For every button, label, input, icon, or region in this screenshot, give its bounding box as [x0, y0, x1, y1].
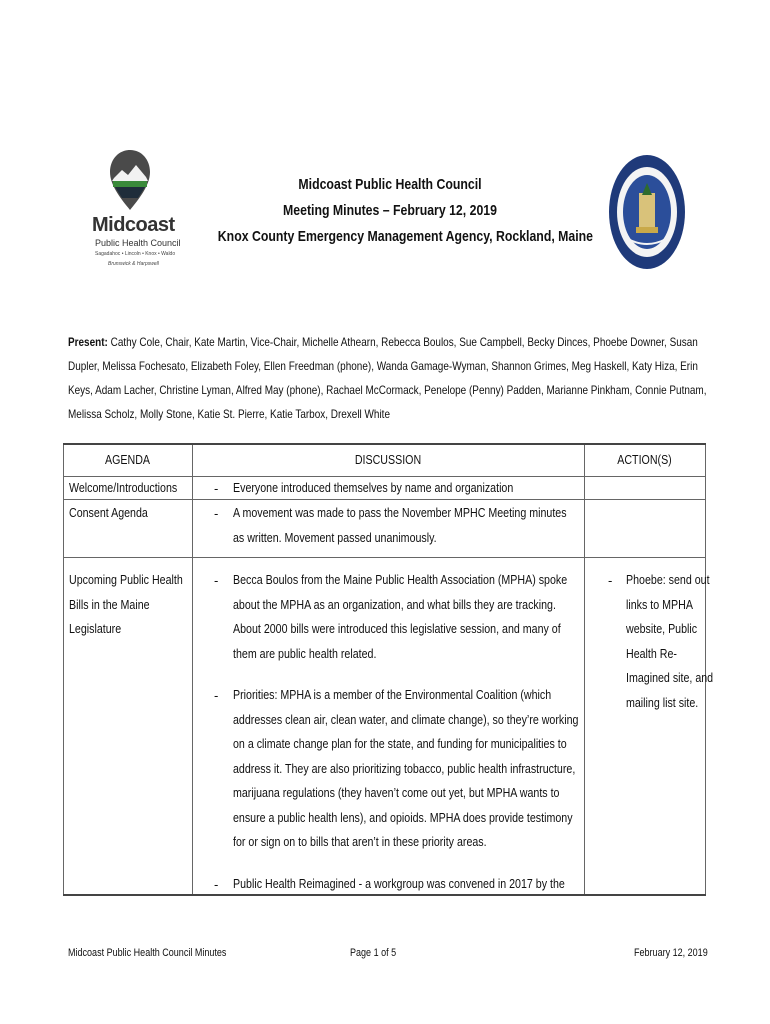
action-line: Imagined site, and — [626, 670, 714, 685]
discussion-bullet — [233, 683, 654, 855]
logo-subtitle: Public Health Council — [95, 238, 181, 248]
discussion-line: address it. They are also prioritizing tobacco, public health infrastructure, — [233, 760, 576, 776]
dhhs-seal-icon — [608, 153, 686, 271]
discussion-line: A movement was made to pass the November MPHC Meeting minutes — [233, 505, 567, 520]
bullet-dash: - — [214, 573, 219, 588]
discussion-line: them are public health related. — [233, 645, 377, 661]
minutes-table — [63, 443, 714, 896]
header-agenda: AGENDA — [104, 452, 151, 467]
document-header — [180, 172, 600, 250]
discussion-line: about the MPHA as an organization, and what bills they are tracking. — [233, 596, 556, 612]
agenda-text: Upcoming Public Health — [69, 572, 183, 587]
discussion-line: on a climate change plan for the state, and funding for municipalities to — [233, 736, 567, 751]
row-divider — [63, 557, 706, 558]
attendees-paragraph — [68, 330, 708, 426]
agenda-item — [69, 568, 208, 642]
discussion-line: About 2000 bills were introduced this legislative session, and many of — [233, 621, 561, 636]
agenda-item — [69, 501, 165, 526]
discussion-line: Priorities: MPHA is a member of the Environmental Coalition (which — [233, 687, 552, 702]
header-date: Meeting Minutes – February 12, 2019 — [283, 202, 497, 219]
logo-counties: Sagadahoc • Lincoln • Knox • Waldo — [95, 251, 176, 257]
midcoast-logo — [88, 148, 181, 276]
present-label: Present: — [68, 335, 108, 349]
discussion-bullet — [233, 872, 638, 897]
header-location: Knox County Emergency Management Agency, Rockland, Maine — [217, 228, 594, 245]
footer-page-number: Page 1 of 5 — [350, 947, 397, 959]
bullet-dash: - — [608, 573, 613, 588]
attendees-line: Melissa Scholz, Molly Stone, Katie St. Pierre, Katie Tarbox, Drexell White — [68, 407, 390, 421]
discussion-bullet — [233, 568, 641, 666]
discussion-bullet — [233, 501, 640, 550]
action-item — [626, 568, 732, 715]
attendees-line: Dupler, Melissa Fochesato, Elizabeth Foley, Ellen Freedman (phone), Wanda Gamage-Wyman, Shannon Grimes, Meg Haskell, Katy Hiza, Erin — [68, 359, 698, 373]
header-actions: ACTION(S) — [617, 452, 672, 467]
agenda-text: Consent Agenda — [69, 505, 148, 520]
discussion-bullet — [233, 476, 575, 501]
footer-date: February 12, 2019 — [634, 947, 708, 959]
action-line: website, Public — [626, 621, 698, 636]
attendees-line — [68, 330, 698, 354]
agenda-text: Legislature — [69, 621, 122, 636]
bullet-dash: - — [214, 688, 219, 703]
discussion-line: Becca Boulos from the Maine Public Health Association (MPHA) spoke — [233, 572, 568, 587]
discussion-line: addresses clean air, clean water, and climate change), so they’re working — [233, 711, 579, 727]
discussion-line: marijuana regulations (they haven’t come out yet, but MPHA wants to — [233, 785, 560, 800]
action-line: Health Re- — [626, 645, 677, 661]
discussion-line: Public Health Reimagined - a workgroup was convened in 2017 by the — [233, 876, 565, 891]
mountain-logo-icon — [108, 148, 152, 212]
action-line: links to MPHA — [626, 596, 693, 612]
discussion-line: for or sign on to bills that aren’t in these priority areas. — [233, 834, 487, 849]
bullet-dash: - — [214, 481, 219, 496]
logo-counties-2: Brunswick & Harpswell — [108, 261, 159, 267]
discussion-line: ensure a public health lens), and opioids. MPHA does provide testimony — [233, 809, 573, 825]
header-title: Midcoast Public Health Council — [298, 176, 482, 193]
attendees-line: Keys, Adam Lacher, Christine Lyman, Alfred May (phone), Rachael McCormack, Penelope (Penny) Padden, Marianne Pinkham, Connie Putnam, — [68, 383, 707, 397]
discussion-line: as written. Movement passed unanimously. — [233, 529, 437, 545]
bullet-dash: - — [214, 877, 219, 892]
header-discussion: DISCUSSION — [354, 452, 422, 467]
footer-left: Midcoast Public Health Council Minutes — [68, 947, 227, 959]
action-line: mailing list site. — [626, 694, 699, 710]
bullet-dash: - — [214, 506, 219, 521]
table-divider — [192, 445, 193, 894]
discussion-line: Everyone introduced themselves by name and organization — [233, 480, 514, 495]
logo-brand: Midcoast — [92, 214, 175, 236]
agenda-text: Welcome/Introductions — [69, 480, 178, 495]
action-line: Phoebe: send out — [626, 572, 710, 587]
agenda-item — [69, 476, 201, 501]
table-border-left — [63, 445, 64, 894]
agenda-text: Bills in the Maine — [69, 596, 150, 612]
attendees-text: Cathy Cole, Chair, Kate Martin, Vice-Chair, Michelle Athearn, Rebecca Boulos, Sue Campbell, Becky Dinces, Phoebe Downer, Susan — [107, 335, 698, 349]
